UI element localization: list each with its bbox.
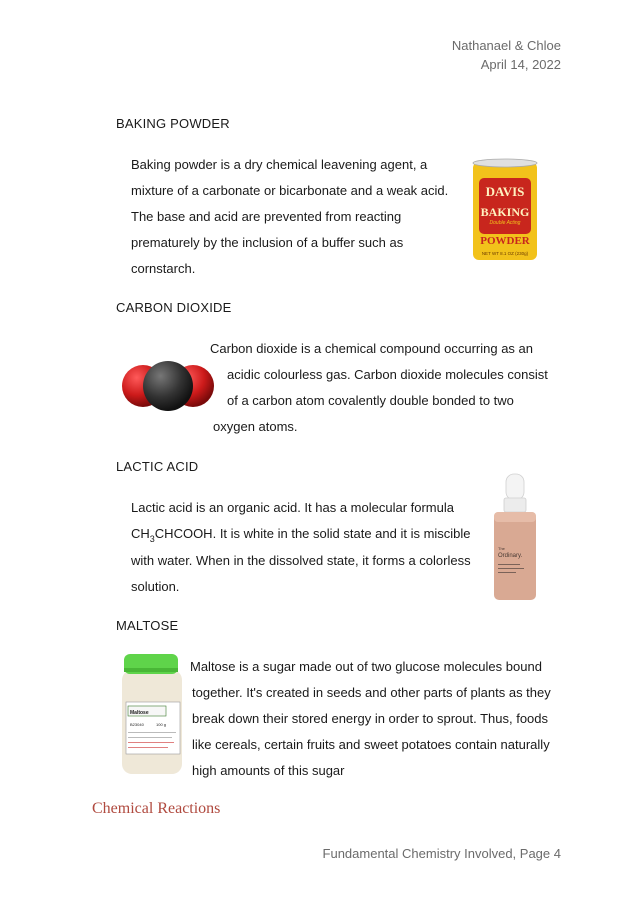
formula-subscript: 3 [149,534,155,544]
text-line: Lactic acid is an organic acid. It has a molecular formula [131,500,454,515]
text-line: mixture of a carbonate or bicarbonate and a weak acid. [131,183,449,198]
bottle-brand: Ordinary. [498,553,523,559]
text-line: acidic colourless gas. Carbon dioxide molecules consist [227,367,548,382]
jar-lid-rim [124,668,178,672]
heading-baking-powder: BAKING POWDER [116,116,230,131]
text-line: Carbon dioxide is a chemical compound occurring as an [210,341,534,356]
paragraph-maltose [190,654,551,784]
text-line: high amounts of this sugar [192,763,345,778]
text-line: with water. When in the dissolved state, it forms a colorless [131,553,471,568]
text-line: prematurely by the inclusion of a buffer such as [131,235,404,250]
header-date: April 14, 2022 [480,57,561,72]
text-line: break down their stored energy in order to sprout. Thus, foods [192,711,549,726]
can-brand-text: DAVIS [485,184,525,199]
paragraph-baking-powder [131,152,448,282]
jar-label-line [128,737,172,738]
maltose-jar-image [116,654,186,776]
jar-label-code: B23040 [130,722,144,727]
co2-molecule-image [120,355,216,417]
paragraph-lactic-acid [131,495,471,600]
header-authors: Nathanael & Chloe [451,38,561,53]
bottle-label-line [498,568,524,569]
heading-lactic-acid: LACTIC ACID [116,459,199,474]
bottle-brand-small: The [498,546,505,551]
bottle-label-line [498,564,520,565]
baking-powder-can-image [470,158,540,264]
heading-maltose: MALTOSE [116,618,179,633]
bottle-label-line [498,572,516,573]
text-line: like cereals, certain fruits and sweet potatoes contain naturally [192,737,550,752]
dropper-collar [504,498,526,512]
can-baking-text: BAKING [480,205,530,219]
text-line: The base and acid are prevented from reacting [131,209,402,224]
bottle-shoulder [494,512,536,522]
text-line: cornstarch. [131,261,196,276]
can-weight-text: NET WT 8.1 OZ (230g) [481,251,529,256]
can-tag-text: Double Acting [489,220,521,226]
formula-line-tail: It is white in the solid state and it is miscible [219,526,471,541]
formula-ch: CH [131,526,150,541]
jar-label-name: Maltose [130,710,149,716]
text-line: solution. [131,579,180,594]
jar-label-qty: 100 g [156,722,167,727]
serum-bottle-image [490,472,540,602]
text-line: together. It's created in seeds and other parts of plants as they [192,685,551,700]
text-line: Maltose is a sugar made out of two glucose molecules bound [190,659,542,674]
jar-label-line [128,732,176,733]
carbon-atom [143,361,193,411]
text-line: Baking powder is a dry chemical leavening agent, a [131,157,428,172]
page-footer: Fundamental Chemistry Involved, Page 4 [322,846,561,861]
heading-carbon-dioxide: CARBON DIOXIDE [116,300,232,315]
paragraph-carbon-dioxide [210,336,548,440]
section-title-chemical-reactions: Chemical Reactions [92,800,221,817]
formula-rest: CHCOOH. [154,526,217,541]
text-line-formula [131,521,471,548]
jar-label-line [128,742,174,743]
text-line: oxygen atoms. [213,419,298,434]
text-line: of a carbon atom covalently double bonded to two [227,393,514,408]
can-lid [473,159,537,167]
jar-label-line [128,747,168,748]
can-powder-text: POWDER [480,235,530,247]
dropper-bulb [506,474,524,500]
